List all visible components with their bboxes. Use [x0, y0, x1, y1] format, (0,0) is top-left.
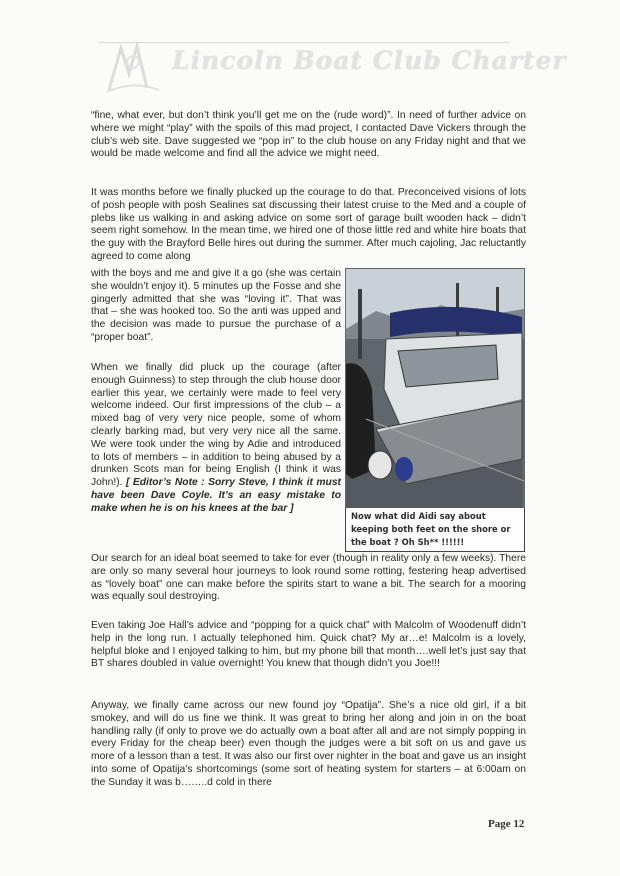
article-paragraph: Anyway, we finally came across our new found joy “Opatija”. She’s a nice old girl, if a bit smokey, and will do us fine we think. It was great to bring her along and join in on the boat handling rally (if only to prove we do actually own a boat after all and are not simply popping in every Friday for the cheap beer) even though the judges were a bit soft on us and gave us more of a lesson than a test. It was also our first over nighter in the boat and gave us an insight into some of Opatija’s shortcomings (some sort of heating system for starters – at 6:00am on the Sunday it was b……..d cold in there [91, 700, 526, 788]
article-paragraph: with the boys and me and give it a go (she was certain she wouldn’t enjoy it). 5 minutes up the Fosse and she gingerly admitted that she was “loving it”. That was that – she was hooked too. So the anti was upped and the decision was made to pursue the purchase of a “proper boat”. [91, 268, 341, 343]
article-paragraph [91, 362, 341, 516]
article-paragraph: “fine, what ever, but don’t think you’ll get me on the (rude word)”. In need of further advice on where we might “play” with the spoils of this mad project, I contacted Dave Vickers through the club’s web site. Dave suggested we “pop in” to the club house on any Friday night and that we would be made welcome and find all the advice we might need. [91, 110, 526, 160]
newsletter-title: Lincoln Boat Club Charter [172, 46, 567, 75]
boat-photo [345, 268, 525, 510]
article-paragraph: It was months before we finally plucked up the courage to do that. Preconceived visions of lots of posh people with posh Sealines sat discussing their latest cruise to the Med and a couple of plebs like us walking in and asking advice on some sort of garage built wooden hack – didn’t seem right somehow. In the mean time, we hired one of those little red and white hire boats that the guy with the Brayford Belle hires out during the summer. After much cajoling, Jac reluctantly agreed to come along [91, 187, 526, 262]
article-paragraph: Our search for an ideal boat seemed to take for ever (though in reality only a few weeks). There are only so many several hour journeys to look round some rotting, festering heap advertised as “lovely boat” one can make before the spirits start to wane a bit. The search for a mooring was equally soul destroying. [91, 553, 526, 603]
photo-caption: Now what did Aidi say about keeping both feet on the shore or the boat ? Oh Sh** !!!!!! [345, 508, 525, 552]
boat-photo-image [346, 269, 524, 509]
page-number: Page 12 [488, 818, 525, 830]
article-paragraph: Even taking Joe Hall’s advice and “popping for a quick chat” with Malcolm of Woodenuff didn’t help in the long run. I actually telephoned him. Quick chat? My ar…e! Malcolm is a lovely, helpful bloke and I enjoyed talking to him, but my phone bill that month….well let’s just say that BT shares doubled in value overnight! You knew that though didn’t you Joe!!! [91, 620, 526, 670]
article-text: When we finally did pluck up the courage (after enough Guinness) to step through the club house door earlier this year, we certainly were made to feel very welcome indeed. Our first impressions of the club – a mixed bag of very very nice people, some of whom clearly barking mad, but very very nice all the same. We were took under the wing by Adie and introduced to lots of members – in addition to being abused by a drunken Scots man for being English (I think it was John!). [91, 362, 341, 489]
editor-note: [ Editor’s Note : Sorry Steve, I think it must have been Dave Coyle. It’s an easy mistake to make when he is on his knees at the bar ] [91, 477, 341, 514]
club-logo-icon [103, 40, 161, 98]
